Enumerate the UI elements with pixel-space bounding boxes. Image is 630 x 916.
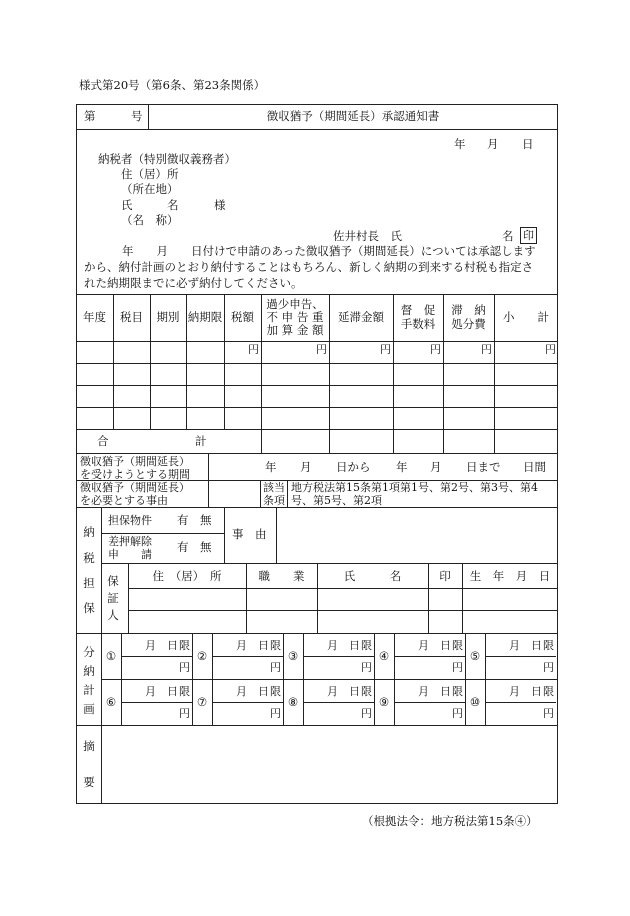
installment-yen: 円	[361, 661, 372, 674]
yen-unit: 円	[430, 343, 441, 356]
installment-month-day: 月 日	[509, 639, 542, 652]
period-days: 日間	[523, 460, 546, 474]
installment-number: ①	[105, 649, 117, 663]
address-label: 住（居）所	[121, 167, 179, 181]
period-label-2: を受けようとする期間	[80, 468, 190, 481]
remarks-side-label: 要	[83, 775, 95, 789]
installment-yen: 円	[361, 707, 372, 720]
installment-due-gen: 限	[361, 685, 372, 698]
installment-month-day: 月 日	[236, 639, 269, 652]
col-header-subtotal: 小 計	[503, 310, 549, 324]
collateral-side-label: 保	[83, 601, 95, 615]
installment-month-day: 月 日	[327, 639, 360, 652]
yen-unit: 円	[481, 343, 492, 356]
installment-yen: 円	[270, 661, 281, 674]
collateral-side-label: 税	[83, 551, 95, 565]
period-label-1: 徴収猶予（期間延長）	[80, 455, 190, 468]
location-label: （所在地）	[121, 182, 179, 196]
installment-side-label: 画	[83, 702, 95, 716]
reason-label-1: 徴収猶予（期間延長）	[80, 481, 190, 494]
installment-side-label: 納	[83, 664, 95, 678]
taxpayer-label: 納税者（特別徴収義務者）	[98, 152, 236, 166]
installment-yen: 円	[452, 661, 463, 674]
seizure-release-presence: 有 無	[177, 540, 212, 554]
period-from-day: 日から	[336, 460, 371, 474]
col-header-late-fee: 延滞金額	[338, 310, 384, 324]
installment-yen: 円	[270, 707, 281, 720]
reason-gaito-2: 条項	[263, 494, 285, 507]
collateral-reason-label: 事 由	[232, 527, 267, 541]
installment-due-gen: 限	[179, 639, 190, 652]
guarantor-side-label: 証	[107, 591, 119, 605]
col-header-penalty-3: 加 算 金 額	[266, 323, 324, 337]
col-header-tax-amount: 税額	[231, 310, 254, 324]
installment-due-gen: 限	[361, 639, 372, 652]
issuer-mei: 名	[502, 229, 514, 243]
yen-unit: 円	[248, 343, 259, 356]
period-from-year: 年	[265, 460, 277, 474]
installment-side-label: 計	[83, 683, 95, 697]
period-to-day: 日まで	[466, 460, 501, 474]
installment-number: ④	[378, 649, 390, 663]
guarantor-header-seal: 印	[439, 569, 451, 583]
installment-due-gen: 限	[270, 685, 281, 698]
col-header-due-date: 納期限	[187, 310, 223, 324]
col-header-penalty-1: 過少申告、	[266, 297, 324, 311]
guarantor-header-occupation: 職 業	[258, 569, 305, 583]
installment-due-gen: 限	[543, 639, 554, 652]
guarantor-side-label: 保	[107, 574, 119, 588]
yen-unit: 円	[380, 343, 391, 356]
installment-yen: 円	[179, 707, 190, 720]
reason-gaito-1: 該当	[263, 481, 285, 494]
collateral-side-label: 担	[83, 576, 95, 590]
col-header-reminder-2: 手数料	[400, 317, 436, 331]
col-header-tax-item: 税目	[120, 310, 143, 324]
period-to-month: 月	[430, 460, 442, 474]
col-header-reminder-1: 督 促	[400, 303, 436, 317]
legal-basis: （根拠法令：地方税法第15条④）	[362, 814, 538, 828]
col-header-penalty-2: 不 申 告 重	[266, 310, 324, 324]
reason-clause-1: 地方税法第15条第1項第1号、第2号、第3号、第4	[291, 481, 538, 494]
number-label-go: 号	[131, 109, 143, 123]
form-reference: 様式第20号（第6条、第23条関係）	[79, 78, 266, 92]
yen-unit: 円	[545, 343, 556, 356]
installment-due-gen: 限	[179, 685, 190, 698]
installment-yen: 円	[543, 661, 554, 674]
installment-month-day: 月 日	[236, 685, 269, 698]
issuer-title: 佐井村長 氏	[333, 229, 402, 243]
installment-number: ③	[287, 649, 299, 663]
total-label-1: 合	[97, 434, 109, 448]
installment-side-label: 分	[83, 645, 95, 659]
installment-number: ⑤	[469, 649, 481, 663]
guarantor-header-birthdate: 生 年 月 日	[469, 569, 551, 583]
total-label-2: 計	[195, 434, 207, 448]
installment-due-gen: 限	[270, 639, 281, 652]
col-header-year: 年度	[83, 310, 106, 324]
reason-clause-2: 号、第5号、第2項	[291, 494, 382, 507]
installment-month-day: 月 日	[145, 639, 178, 652]
col-header-disposal-1: 滞 納	[451, 303, 486, 317]
collateral-item-label: 担保物件	[108, 514, 152, 527]
yen-unit: 円	[316, 343, 327, 356]
notice-line-1: 年 月 日付けで申請のあった徴収猶予（期間延長）については承認します	[122, 244, 536, 258]
period-to-year: 年	[396, 460, 408, 474]
installment-number: ⑥	[105, 695, 117, 709]
document-title: 徴収猶予（期間延長）承認通知書	[266, 109, 440, 123]
period-from-month: 月	[300, 460, 312, 474]
seizure-release-label-2: 申 請	[108, 548, 152, 561]
notice-line-3: れた納期限までに必ず納付してください。	[84, 276, 303, 290]
installment-yen: 円	[543, 707, 554, 720]
installment-number: ⑩	[469, 695, 481, 709]
installment-month-day: 月 日	[509, 685, 542, 698]
issuer-seal: 印	[520, 227, 537, 244]
installment-number: ②	[196, 649, 208, 663]
installment-due-gen: 限	[543, 685, 554, 698]
installment-month-day: 月 日	[418, 639, 451, 652]
notice-line-2: から、納付計画のとおり納付することはもちろん、新しく納期の到来する村税も指定さ	[84, 260, 534, 274]
reason-label-2: を必要とする事由	[80, 494, 168, 507]
installment-yen: 円	[452, 707, 463, 720]
collateral-side-label: 納	[83, 525, 95, 539]
corp-name-label: （名 称）	[121, 213, 179, 227]
installment-month-day: 月 日	[327, 685, 360, 698]
col-header-disposal-2: 処分費	[451, 317, 486, 331]
date-day: 日	[522, 137, 534, 151]
guarantor-header-address: 住 （居） 所	[152, 569, 222, 583]
installment-number: ⑨	[378, 695, 390, 709]
col-header-period: 期別	[156, 310, 180, 324]
sama-label: 様	[214, 198, 226, 212]
installment-month-day: 月 日	[418, 685, 451, 698]
guarantor-side-label: 人	[107, 608, 119, 622]
installment-yen: 円	[179, 661, 190, 674]
collateral-presence: 有 無	[177, 513, 212, 527]
guarantor-header-name: 氏 名	[343, 569, 402, 583]
installment-month-day: 月 日	[145, 685, 178, 698]
date-month: 月	[487, 137, 499, 151]
installment-due-gen: 限	[452, 685, 463, 698]
installment-number: ⑦	[196, 695, 208, 709]
installment-due-gen: 限	[452, 639, 463, 652]
installment-number: ⑧	[287, 695, 299, 709]
seizure-release-label-1: 差押解除	[108, 535, 152, 548]
number-label-dai: 第	[84, 109, 96, 123]
remarks-side-label: 摘	[83, 739, 95, 753]
date-year: 年	[454, 137, 466, 151]
name-label: 氏 名	[121, 198, 179, 212]
